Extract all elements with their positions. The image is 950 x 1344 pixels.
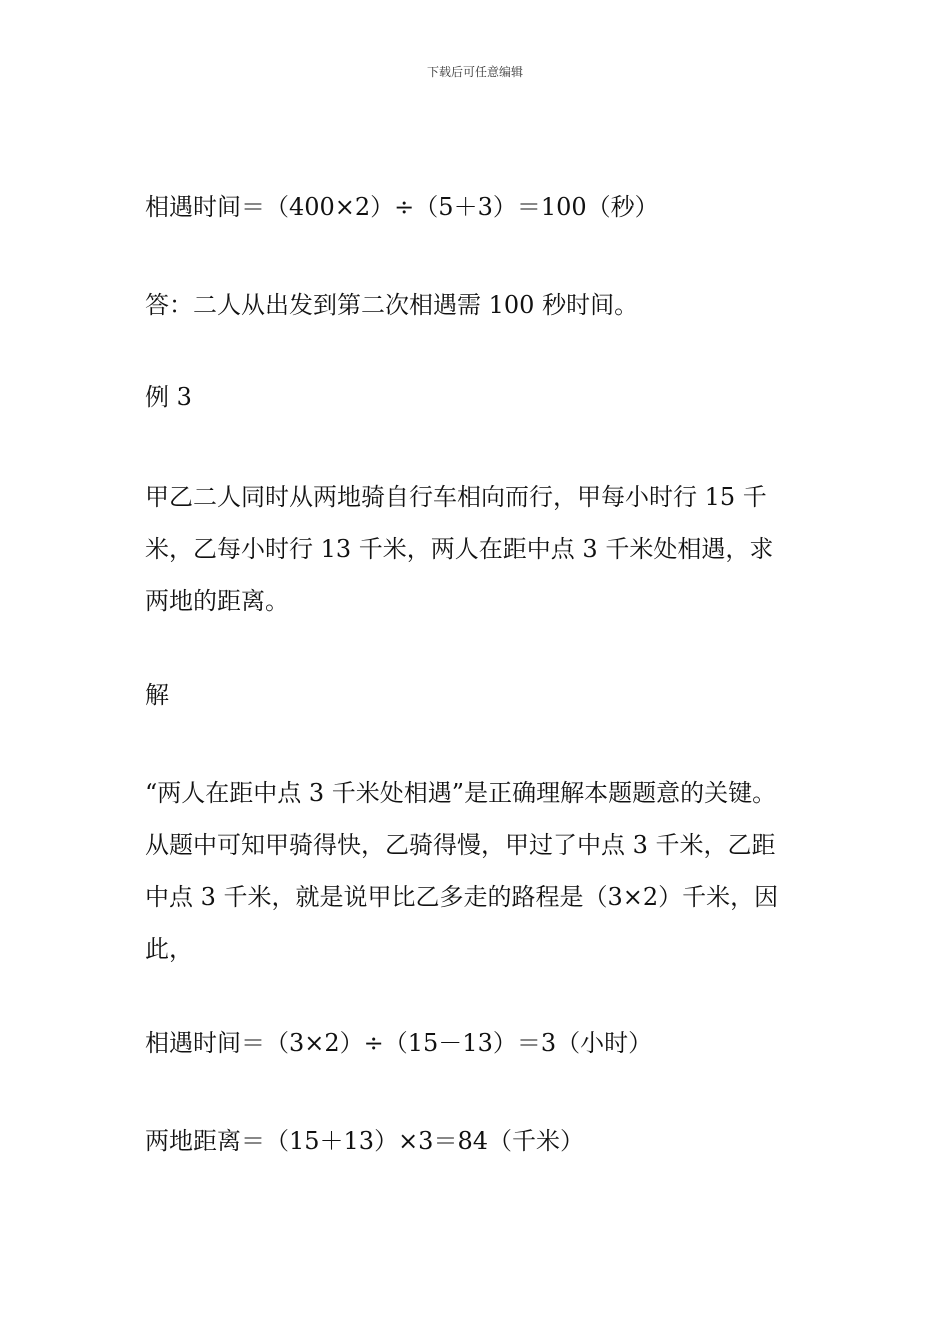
meeting-time-equation-2 [145, 1017, 652, 1069]
solution-explanation [145, 767, 778, 975]
example-heading [145, 371, 192, 423]
text-line: 甲乙二人同时从两地骑自行车相向而行，甲每小时行 15 千 [145, 483, 767, 511]
page-header: 下载后可任意编辑 [426, 65, 523, 79]
problem-statement [145, 471, 773, 627]
text-line: 例 3 [145, 383, 192, 411]
text-line: 解 [145, 681, 169, 709]
text-line: 中点 3 千米，就是说甲比乙多走的路程是（3×2）千米，因 [145, 883, 779, 911]
text-line: 相遇时间＝（400×2）÷（5＋3）＝100（秒） [145, 193, 659, 221]
text-line: “两人在距中点 3 千米处相遇”是正确理解本题题意的关键。 [145, 779, 777, 807]
text-line: 两地距离＝（15＋13）×3＝84（千米） [145, 1127, 584, 1155]
answer-line [145, 279, 638, 331]
text-line: 此， [145, 935, 193, 963]
text-line: 从题中可知甲骑得快，乙骑得慢，甲过了中点 3 千米，乙距 [145, 831, 776, 859]
meeting-time-equation-1 [145, 181, 659, 233]
text-line: 答：二人从出发到第二次相遇需 100 秒时间。 [145, 291, 639, 319]
text-line: 相遇时间＝（3×2）÷（15－13）＝3（小时） [145, 1029, 653, 1057]
text-line: 米，乙每小时行 13 千米，两人在距中点 3 千米处相遇，求 [145, 535, 774, 563]
distance-equation [145, 1115, 584, 1167]
text-line: 两地的距离。 [145, 587, 289, 615]
solution-heading [145, 669, 169, 721]
